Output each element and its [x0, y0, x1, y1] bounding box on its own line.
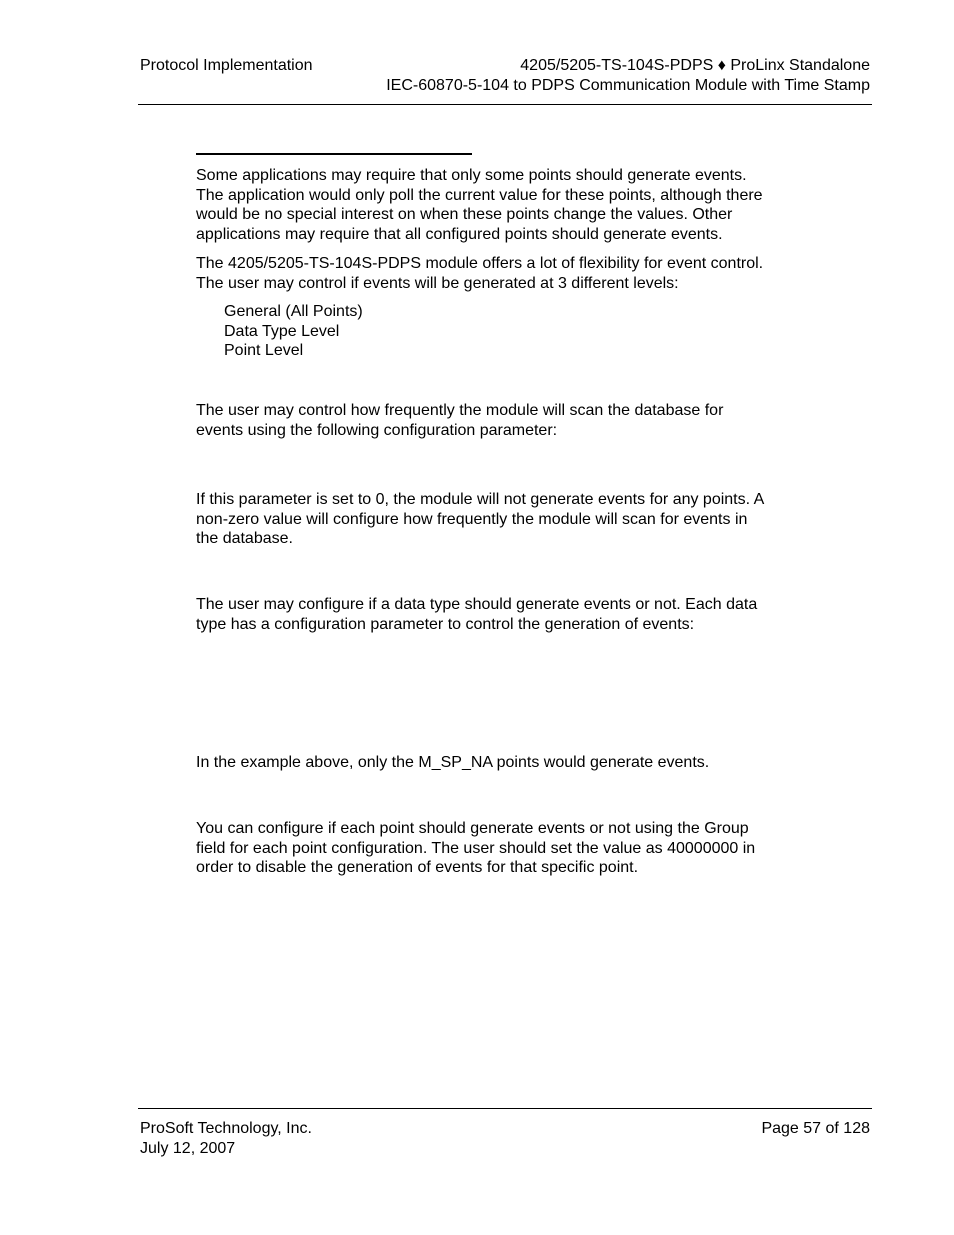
list-item: Point Level [224, 342, 304, 360]
footer-divider [138, 1108, 872, 1109]
header-title-line2: IEC-60870-5-104 to PDPS Communication Module with Time Stamp [386, 76, 870, 94]
paragraph-flexibility: The 4205/5205-TS-104S-PDPS module offers a lot of flexibility for event control. The user may control if events will be generated at 3 different levels: [196, 255, 764, 292]
paragraph-scan-frequency: The user may control how frequently the module will scan the database for events using the following configuration parameter: [196, 402, 724, 439]
event-levels-list [224, 302, 363, 361]
header-title-line1: 4205/5205-TS-104S-PDPS ♦ ProLinx Standalone [520, 57, 870, 74]
paragraph-intro: Some applications may require that only some points should generate events. The application would only poll the current value for these points, although there would be no special interest on when these points change the values. Other applications may require that all configured points should generate events. [196, 167, 763, 243]
section-heading-rule [196, 153, 472, 155]
footer-company: ProSoft Technology, Inc. [140, 1120, 312, 1137]
list-item: Data Type Level [224, 322, 340, 340]
paragraph-data-type: The user may configure if a data type should generate events or not. Each data type has a configuration parameter to control the generation of events: [196, 596, 758, 633]
header-section-title: Protocol Implementation [140, 57, 313, 74]
footer-date: July 12, 2007 [140, 1139, 236, 1157]
paragraph-parameter-zero: If this parameter is set to 0, the module will not generate events for any points. A non-zero value will configure how frequently the module will scan for events in the database. [196, 491, 765, 548]
paragraph-point-level: You can configure if each point should generate events or not using the Group field for each point configuration. The user should set the value as 40000000 in order to disable the generation of events for that specific point. [196, 820, 756, 877]
footer-company-block [140, 1119, 312, 1158]
paragraph-example: In the example above, only the M_SP_NA points would generate events. [196, 754, 710, 771]
page-number: Page 57 of 128 [761, 1120, 870, 1137]
header-divider [138, 104, 872, 105]
header-document-title [386, 56, 870, 95]
list-item: General (All Points) [224, 303, 363, 320]
